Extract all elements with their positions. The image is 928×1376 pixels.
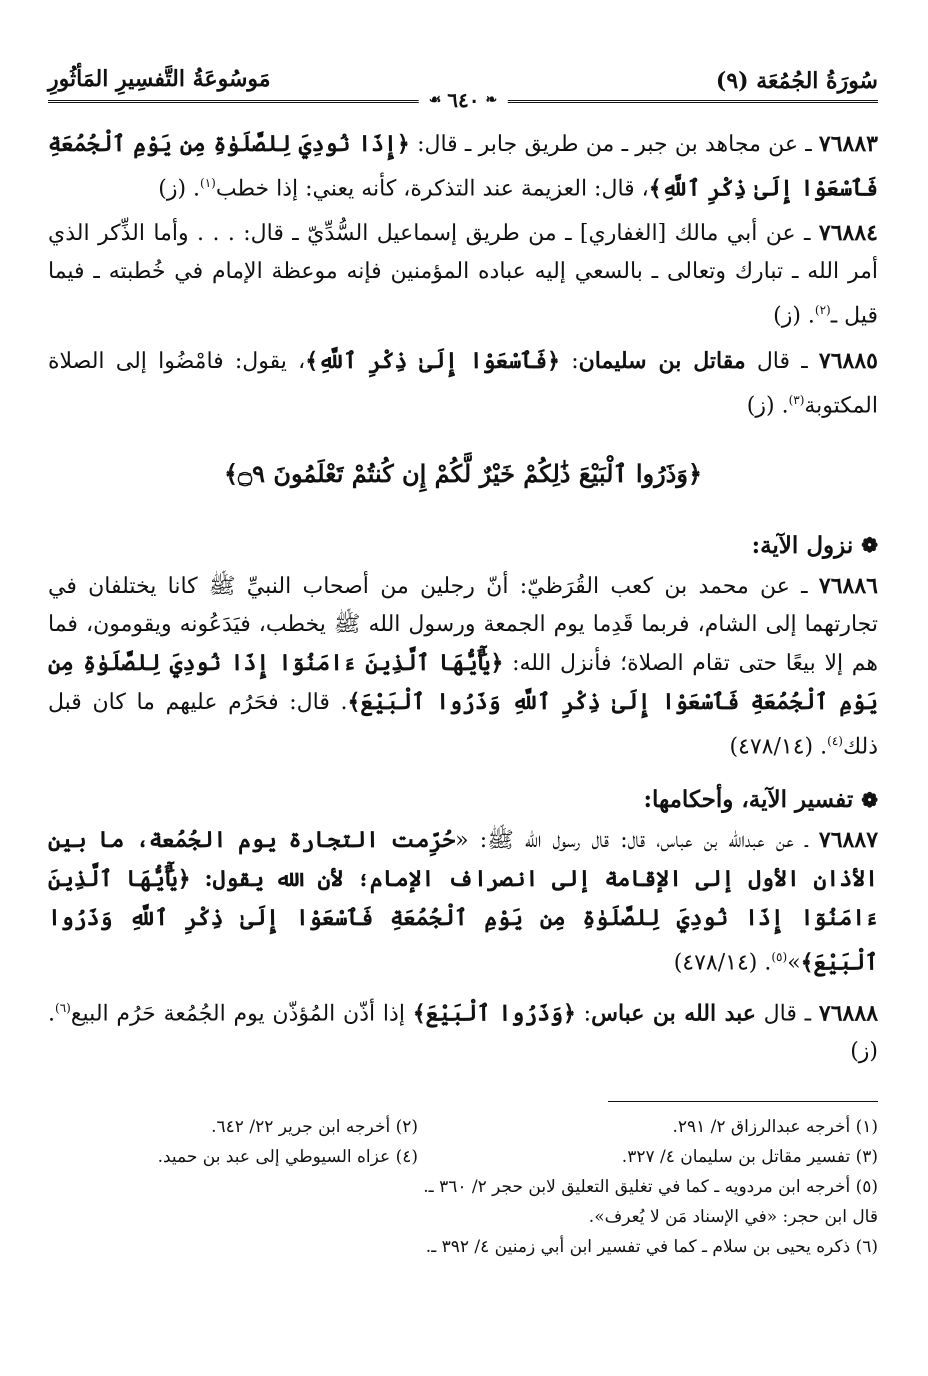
text: . (ز): [158, 176, 201, 202]
text: »: [787, 950, 801, 976]
footnotes: [48, 1112, 878, 1262]
footnote-2: (٢) أخرجه ابن جرير ٢٢/ ٦٤٢.: [211, 1116, 418, 1137]
narrator-name: عبد الله بن عباس: [591, 999, 756, 1026]
narration-76886: [48, 567, 878, 766]
narration-76885: [48, 342, 878, 425]
text: . (ز): [48, 1000, 878, 1064]
footnote-ref: (٢): [814, 303, 831, 318]
narration-number: ٧٦٨٨٤: [818, 220, 878, 247]
ornament-icon: ❧: [485, 92, 498, 108]
footnote-ref: (٦): [55, 1000, 71, 1015]
footnote-3: (٣) تفسير مقاتل بن سليمان ٤/ ٣٢٧.: [621, 1146, 878, 1167]
text: ـ عن عبدالله بن عباس، قال: قال رسول الله ﷺ: «: [455, 828, 819, 854]
text: ، قال: العزيمة عند التذكرة، كأنه يعني: إذا خطب: [215, 176, 649, 202]
text: . (ز): [773, 303, 815, 329]
footnote-ref: (٣): [788, 392, 805, 407]
flower-icon: ❁: [861, 787, 878, 812]
narration-number: ٧٦٨٨٦: [818, 572, 878, 599]
section-heading: [48, 532, 878, 559]
footnote-1: (١) أخرجه عبدالرزاق ٢/ ٢٩١.: [672, 1116, 878, 1137]
footnote-5: (٥) أخرجه ابن مردويه ـ كما في تغليق التعليق لابن حجر ٢/ ٣٦٠ ـ.: [423, 1176, 878, 1197]
narration-76883: [48, 125, 878, 208]
narration-number: ٧٦٨٨٧: [818, 827, 879, 854]
text: . (ز): [746, 392, 789, 418]
footnote-5-note: قال ابن حجر: «في الإسناد مَن لا يُعرف».: [588, 1206, 878, 1227]
footnote-ref: (٤): [827, 733, 843, 748]
narration-number: ٧٦٨٨٥: [818, 347, 878, 374]
narration-76888: [48, 989, 878, 1071]
hadith-text: حُرِّمت التجارة يوم الجُمُعة، ما بين الأذان الأول إلى الإقامة إلى انصراف الإمام؛ لأن الله يقول:: [48, 827, 878, 893]
narration-number: ٧٦٨٨٨: [818, 999, 879, 1026]
quran-quote: ﴿إِذَا نُودِيَ لِلصَّلَوٰةِ مِن يَوْمِ ٱلْجُمُعَةِ فَٱسْعَوْا إِلَىٰ ذِكْرِ ٱللَّهِ﴾: [48, 131, 878, 202]
footnote-6: (٦) ذكره يحيى بن سلام ـ كما في تفسير ابن أبي زمنين ٤/ ٣٩٢ ـ.: [425, 1236, 878, 1257]
flower-icon: ❁: [861, 533, 878, 558]
text: إذا أذّن المُؤذّن يوم الجُمُعة حَرُم البيع: [70, 1000, 413, 1026]
section-heading: [48, 786, 878, 813]
page: [48, 60, 878, 1262]
page-number-box: [419, 88, 508, 112]
narrator-name: مقاتل بن سليمان: [578, 347, 746, 374]
text: ـ عن أبي مالك [الغفاري] ـ من طريق إسماعيل السُّدِّيّ ـ قال: . . . وأما الذِّكر الذي أمر الله ـ تبارك وتعالى ـ بالسعي إليه عباده المؤمنين فإنه موعظة الإمام في خُطبته ـ فيما قيل ـ: [48, 221, 878, 329]
footnote-divider: [608, 1101, 878, 1102]
footnote-ref: (٥): [771, 950, 788, 965]
quran-quote: ﴿وَذَرُوا ٱلْبَيْعَ﴾: [412, 999, 576, 1026]
page-number: ٦٤٠: [447, 88, 480, 112]
footnote-row: [48, 1142, 878, 1172]
narration-number: ٧٦٨٨٣: [818, 131, 878, 157]
text: . (٤٧٨/١٤): [729, 734, 828, 760]
text: . قال: فحَرُم عليهم ما كان قبل ذلك: [48, 689, 878, 760]
page-header: [48, 60, 878, 112]
quran-quote: ﴿يَٰٓأَيُّهَا ٱلَّذِينَ ءَامَنُوٓا إِذَا نُودِيَ لِلصَّلَوٰةِ مِن يَوْمِ ٱلْجُمُعَةِ فَٱسْعَوْا إِلَىٰ ذِكْرِ ٱللَّهِ وَذَرُوا ٱلْبَيْعَ﴾: [48, 866, 878, 976]
ayah-verse: ﴿وَذَرُوا ٱلْبَيْعَ ذَٰلِكُمْ خَيْرٌ لَّكُمْ إِن كُنتُمْ تَعْلَمُونَ ۝٩﴾: [223, 458, 703, 488]
narration-76887: [48, 821, 878, 982]
surah-title: سُورَةُ الجُمُعَة (٩): [715, 68, 878, 94]
quran-quote: ﴿يَٰٓأَيُّهَا ٱلَّذِينَ ءَامَنُوٓا إِذَا نُودِيَ لِلصَّلَوٰةِ مِن يَوْمِ ٱلْجُمُعَةِ فَٱسْعَوْا إِلَىٰ ذِكْرِ ٱللَّهِ وَذَرُوا ٱلْبَيْعَ﴾: [48, 649, 878, 715]
footnote-4: (٤) عزاه السيوطي إلى عبد بن حميد.: [157, 1146, 418, 1167]
page-body: [48, 125, 878, 1262]
section-title: نزول الآية:: [751, 531, 854, 559]
text: ـ قال: [745, 348, 819, 374]
ornament-icon: ☙: [428, 92, 442, 108]
text: ـ قال: [755, 1000, 819, 1026]
text: . (٤٧٨/١٤): [673, 950, 772, 976]
text: :: [575, 1000, 592, 1026]
book-title: مَوسُوعَةُ التَّفسِيرِ المَأثُورِ: [48, 66, 271, 92]
narration-76884: [48, 214, 878, 335]
quran-quote: ﴿فَٱسْعَوْا إِلَىٰ ذِكْرِ ٱللَّهِ﴾: [305, 347, 561, 374]
text: ـ عن مجاهد بن جبر ـ من طريق جابر ـ قال:: [409, 132, 819, 157]
footnote-row: [48, 1112, 878, 1142]
footnote-ref: (١): [200, 176, 216, 190]
section-title: تفسير الآية، وأحكامها:: [643, 786, 854, 814]
text: ، يقول: فامْضُوا إلى الصلاة المكتوبة: [48, 348, 878, 418]
text: ـ عن محمد بن كعب القُرَظيّ: أنّ رجلين من أصحاب النبيِّ ﷺ كانا يختلفان في تجارتهما إلى الشام، فربما قَدِما يوم الجمعة ورسول الله ﷺ يخطب، فيَدَعُونه ويقومون، فما هم إلا بيعًا حتى تقام الصلاة؛ فأنزل الله:: [48, 573, 878, 676]
text: :: [560, 348, 579, 374]
